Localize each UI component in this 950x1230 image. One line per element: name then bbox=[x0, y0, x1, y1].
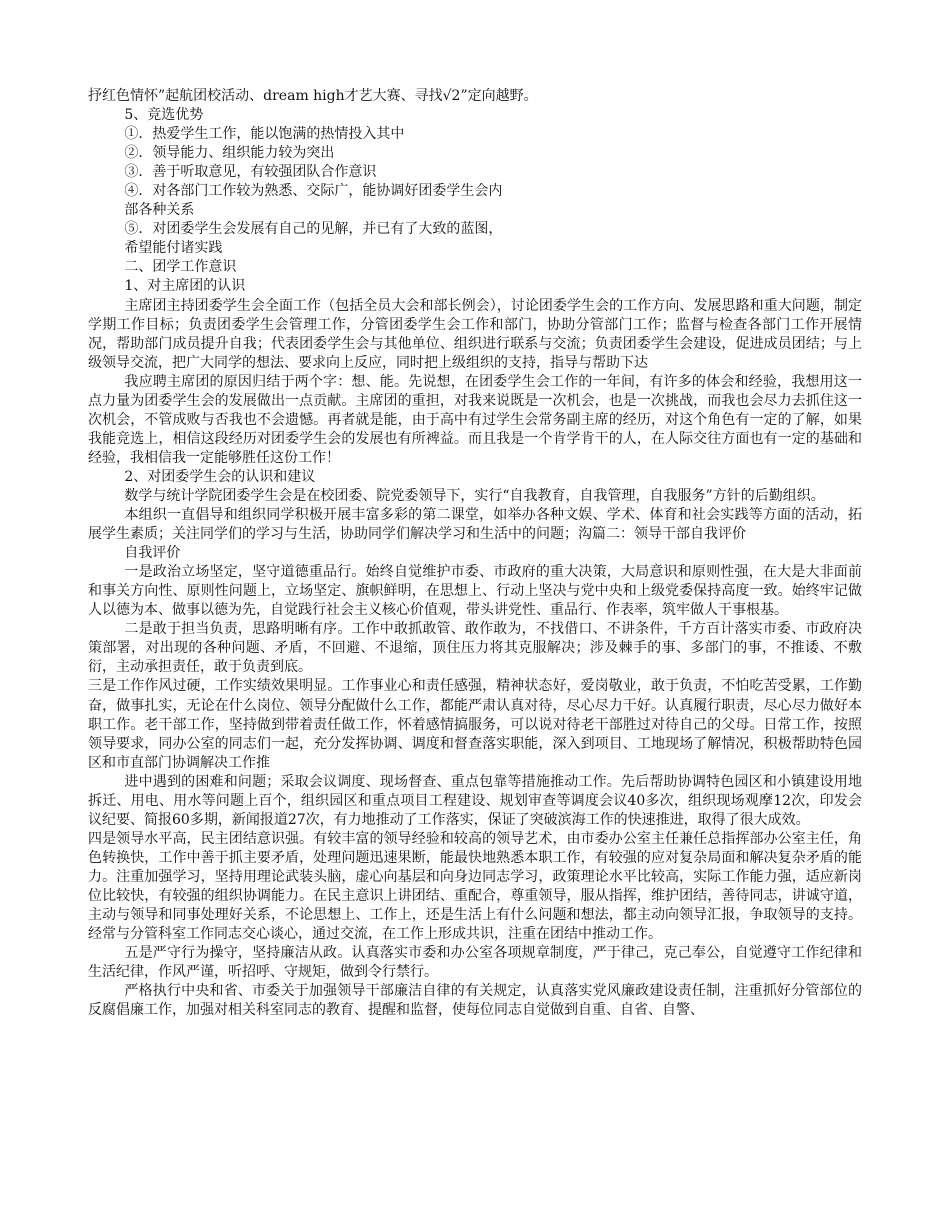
paragraph: 希望能付诸实践 bbox=[124, 240, 223, 257]
paragraph: ①．热爱学生工作，能以饱满的热情投入其中 bbox=[124, 126, 405, 143]
section-heading: 二、团学工作意识 bbox=[124, 259, 237, 276]
paragraph: ③．善于听取意见，有较强团队合作意识 bbox=[124, 164, 377, 181]
paragraph: ④．对各部门工作较为熟悉、交际广，能协调好团委学生会内 bbox=[124, 183, 503, 200]
section-heading: 自我评价 bbox=[124, 545, 181, 562]
paragraph: 四是领导水平高，民主团结意识强。有较丰富的领导经验和较高的领导艺术，由市委办公室主任兼任总指挥部办公室主任，角色转换快，工作中善于抓主要矛盾，处理问题迅速果断，能最快地熟悉本职工作，有较强的应对复杂局面和解决复杂矛盾的能力。注重加强学习，坚持用理论武装头脑，虚心向基层和向身边同志学习，政策理论水平比较高，实际工作能力强，适应新岗位比较快，有较强的组织协调能力。在民主意识上讲团结、重配合，尊重领导，服从指挥，维护团结，善待同志，讲诚守道，主动与领导和同事处理好关系，不论思想上、工作上，还是生活上有什么问题和想法，都主动向领导汇报，争取领导的支持。经常与分管科室工作同志交心谈心，通过交流，在工作上形成共识，注重在团结中推动工作。 bbox=[88, 830, 862, 943]
paragraph: 主席团主持团委学生会全面工作（包括全员大会和部长例会），讨论团委学生会的工作方向、发展思路和重大问题，制定学期工作目标；负责团委学生会管理工作，分管团委学生会工作和部门，协助分管部门工作；监督与检查各部门工作开展情况，帮助部门成员提升自我；代表团委学生会与其他单位、组织进行联系与交流；负责团委学生会建设，促进成员团结；与上级领导交流，把广大同学的想法、要求向上反应，同时把上级组织的支持，指导与帮助下达 bbox=[88, 297, 862, 371]
paragraph: 进中遇到的困难和问题；采取会议调度、现场督查、重点包靠等措施推动工作。先后帮助协调特色园区和小镇建设用地拆迁、用电、用水等问题上百个，组织园区和重点项目工程建设、规划审查等调度会议40多次，组织现场观摩12次，印发会议纪要、简报60多期，新闻报道27次，有力地推动了工作落实，保证了突破滨海工作的快速推进，取得了很大成效。 bbox=[88, 773, 862, 828]
paragraph: 部各种关系 bbox=[124, 202, 195, 219]
document-page bbox=[88, 87, 862, 1020]
paragraph: 三是工作作风过硬，工作实绩效果明显。工作事业心和责任感强，精神状态好，爱岗敬业，敢于负责，不怕吃苦受累，工作勤奋，做事扎实，无论在什么岗位、领导分配做什么工作，都能严肃认真对待，尽心尽力干好。认真履行职责，尽心尽力做好本职工作。老干部工作，坚持做到带着责任做工作，怀着感情搞服务，可以说对待老干部胜过对待自己的父母。日常工作，按照领导要求，同办公室的同志们一起，充分发挥协调、调度和督查落实职能，深入到项目、工地现场了解情况，积极帮助特色园区和市直部门协调解决工作推 bbox=[88, 678, 862, 771]
paragraph: 我应聘主席团的原因归结于两个字：想、能。先说想，在团委学生会工作的一年间，有许多的体会和经验，我想用这一点力量为团委学生会的发展做出一点贡献。主席团的重担，对我来说既是一次机会，也是一次挑战，而我也会尽力去抓住这一次机会，不管成败与否我也不会遗憾。再者就是能，由于高中有过学生会常务副主席的经历，对这个角色有一定的了解，如果我能竞选上，相信这段经历对团委学生会的发展也有所裨益。而且我是一个肯学肯干的人，在人际交往方面也有一定的基础和经验，我相信我一定能够胜任这份工作！ bbox=[88, 373, 862, 466]
paragraph: 五是严守行为操守，坚持廉洁从政。认真落实市委和办公室各项规章制度，严于律己，克己奉公，自觉遵守工作纪律和生活纪律，作风严谨，听招呼、守规矩，做到令行禁行。 bbox=[88, 945, 862, 981]
paragraph: 一是政治立场坚定，坚守道德重品行。始终自觉维护市委、市政府的重大决策，大局意识和原则性强，在大是大非面前和事关方向性、原则性问题上，立场坚定、旗帜鲜明，在思想上、行动上坚决与党中央和上级党委保持高度一致。始终牢记做人以德为本、做事以德为先，自觉践行社会主义核心价值观，带头讲党性、重品行、作表率，筑牢做人干事根基。 bbox=[88, 564, 862, 619]
paragraph: 5、竞选优势 bbox=[124, 107, 204, 124]
paragraph: 数学与统计学院团委学生会是在校团委、院党委领导下，实行“自我教育，自我管理，自我服务”方针的后勤组织。 bbox=[124, 487, 825, 504]
paragraph: ⑤．对团委学生会发展有自己的见解，并已有了大致的蓝图， bbox=[124, 221, 503, 238]
paragraph: 严格执行中央和省、市委关于加强领导干部廉洁自律的有关规定，认真落实党风廉政建设责任制，注重抓好分管部位的反腐倡廉工作，加强对相关科室同志的教育、提醒和监督，使每位同志自觉做到自重、自省、自警、 bbox=[88, 983, 862, 1019]
subsection-heading: 2、对团委学生会的认识和建议 bbox=[124, 468, 316, 485]
paragraph: 二是敢于担当负责，思路明晰有序。工作中敢抓敢管、敢作敢为，不找借口、不讲条件，千方百计落实市委、市政府决策部署，对出现的各种问题、矛盾，不回避、不退缩，顶住压力将其克服解决；涉及棘手的事、多部门的事，不推诿、不敷衍，主动承担责任，敢于负责到底。 bbox=[88, 621, 862, 676]
paragraph: ②．领导能力、组织能力较为突出 bbox=[124, 145, 335, 162]
paragraph: 本组织一直倡导和组织同学积极开展丰富多彩的第二课堂，如举办各种文娱、学术、体育和社会实践等方面的活动，拓展学生素质；关注同学们的学习与生活，协助同学们解决学习和生活中的问题；沟篇二：领导干部自我评价 bbox=[88, 507, 862, 543]
subsection-heading: 1、对主席团的认识 bbox=[124, 278, 246, 295]
paragraph: 抒红色情怀”起航团校活动、dream high才艺大赛、寻找√2”定向越野。 bbox=[88, 88, 538, 104]
